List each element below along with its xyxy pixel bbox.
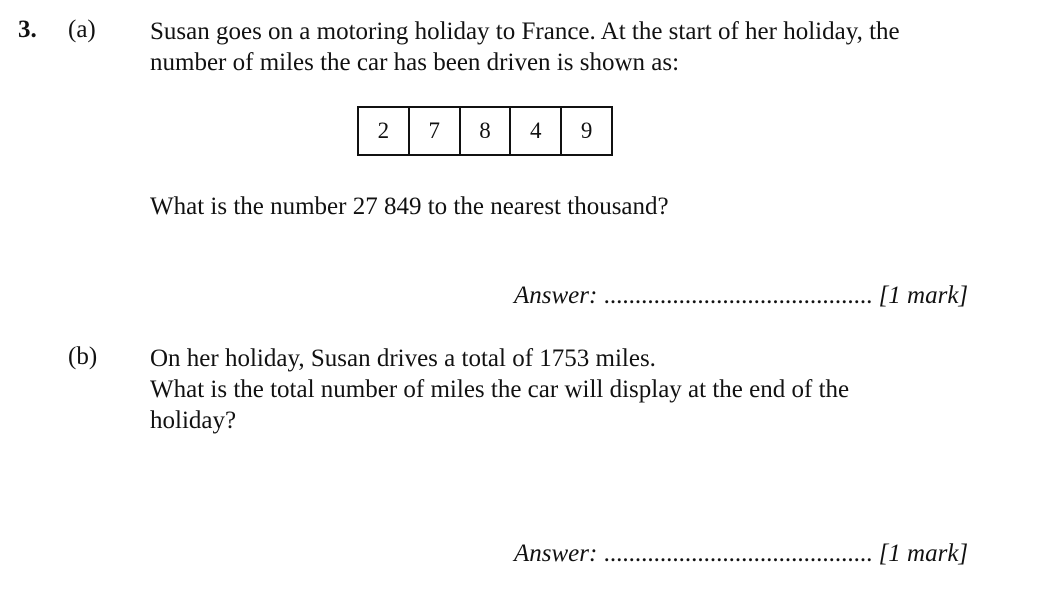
marks-label: [1 mark] [878,282,969,309]
odometer-display [357,106,613,156]
part-a-label: (a) [68,16,96,43]
part-b-line2: What is the total number of miles the car will display at the end of the [150,376,850,403]
part-a-intro-line2: number of miles the car has been driven is shown as: [150,49,680,76]
marks-label: [1 mark] [878,540,969,567]
part-b-line1: On her holiday, Susan drives a total of 1753 miles. [150,345,656,372]
answer-label: Answer: [514,540,598,567]
part-a-prompt: What is the number 27 849 to the nearest thousand? [150,193,669,220]
odometer-digit: 9 [580,118,593,143]
part-a-answer-row [514,282,968,310]
question-number: 3. [18,16,37,43]
answer-field[interactable]: ........................................... [603,282,873,309]
part-a-intro-line1: Susan goes on a motoring holiday to France. At the start of her holiday, the [150,18,900,45]
part-b-label: (b) [68,343,98,370]
odometer-digit: 2 [359,108,410,154]
odometer-digit: 7 [410,108,461,154]
answer-field[interactable]: ........................................... [603,540,873,567]
odometer-digit: 8 [461,108,512,154]
part-b-answer-row [514,540,968,568]
part-b-line3: holiday? [150,407,237,434]
answer-label: Answer: [514,282,598,309]
odometer-digit: 4 [511,108,562,154]
